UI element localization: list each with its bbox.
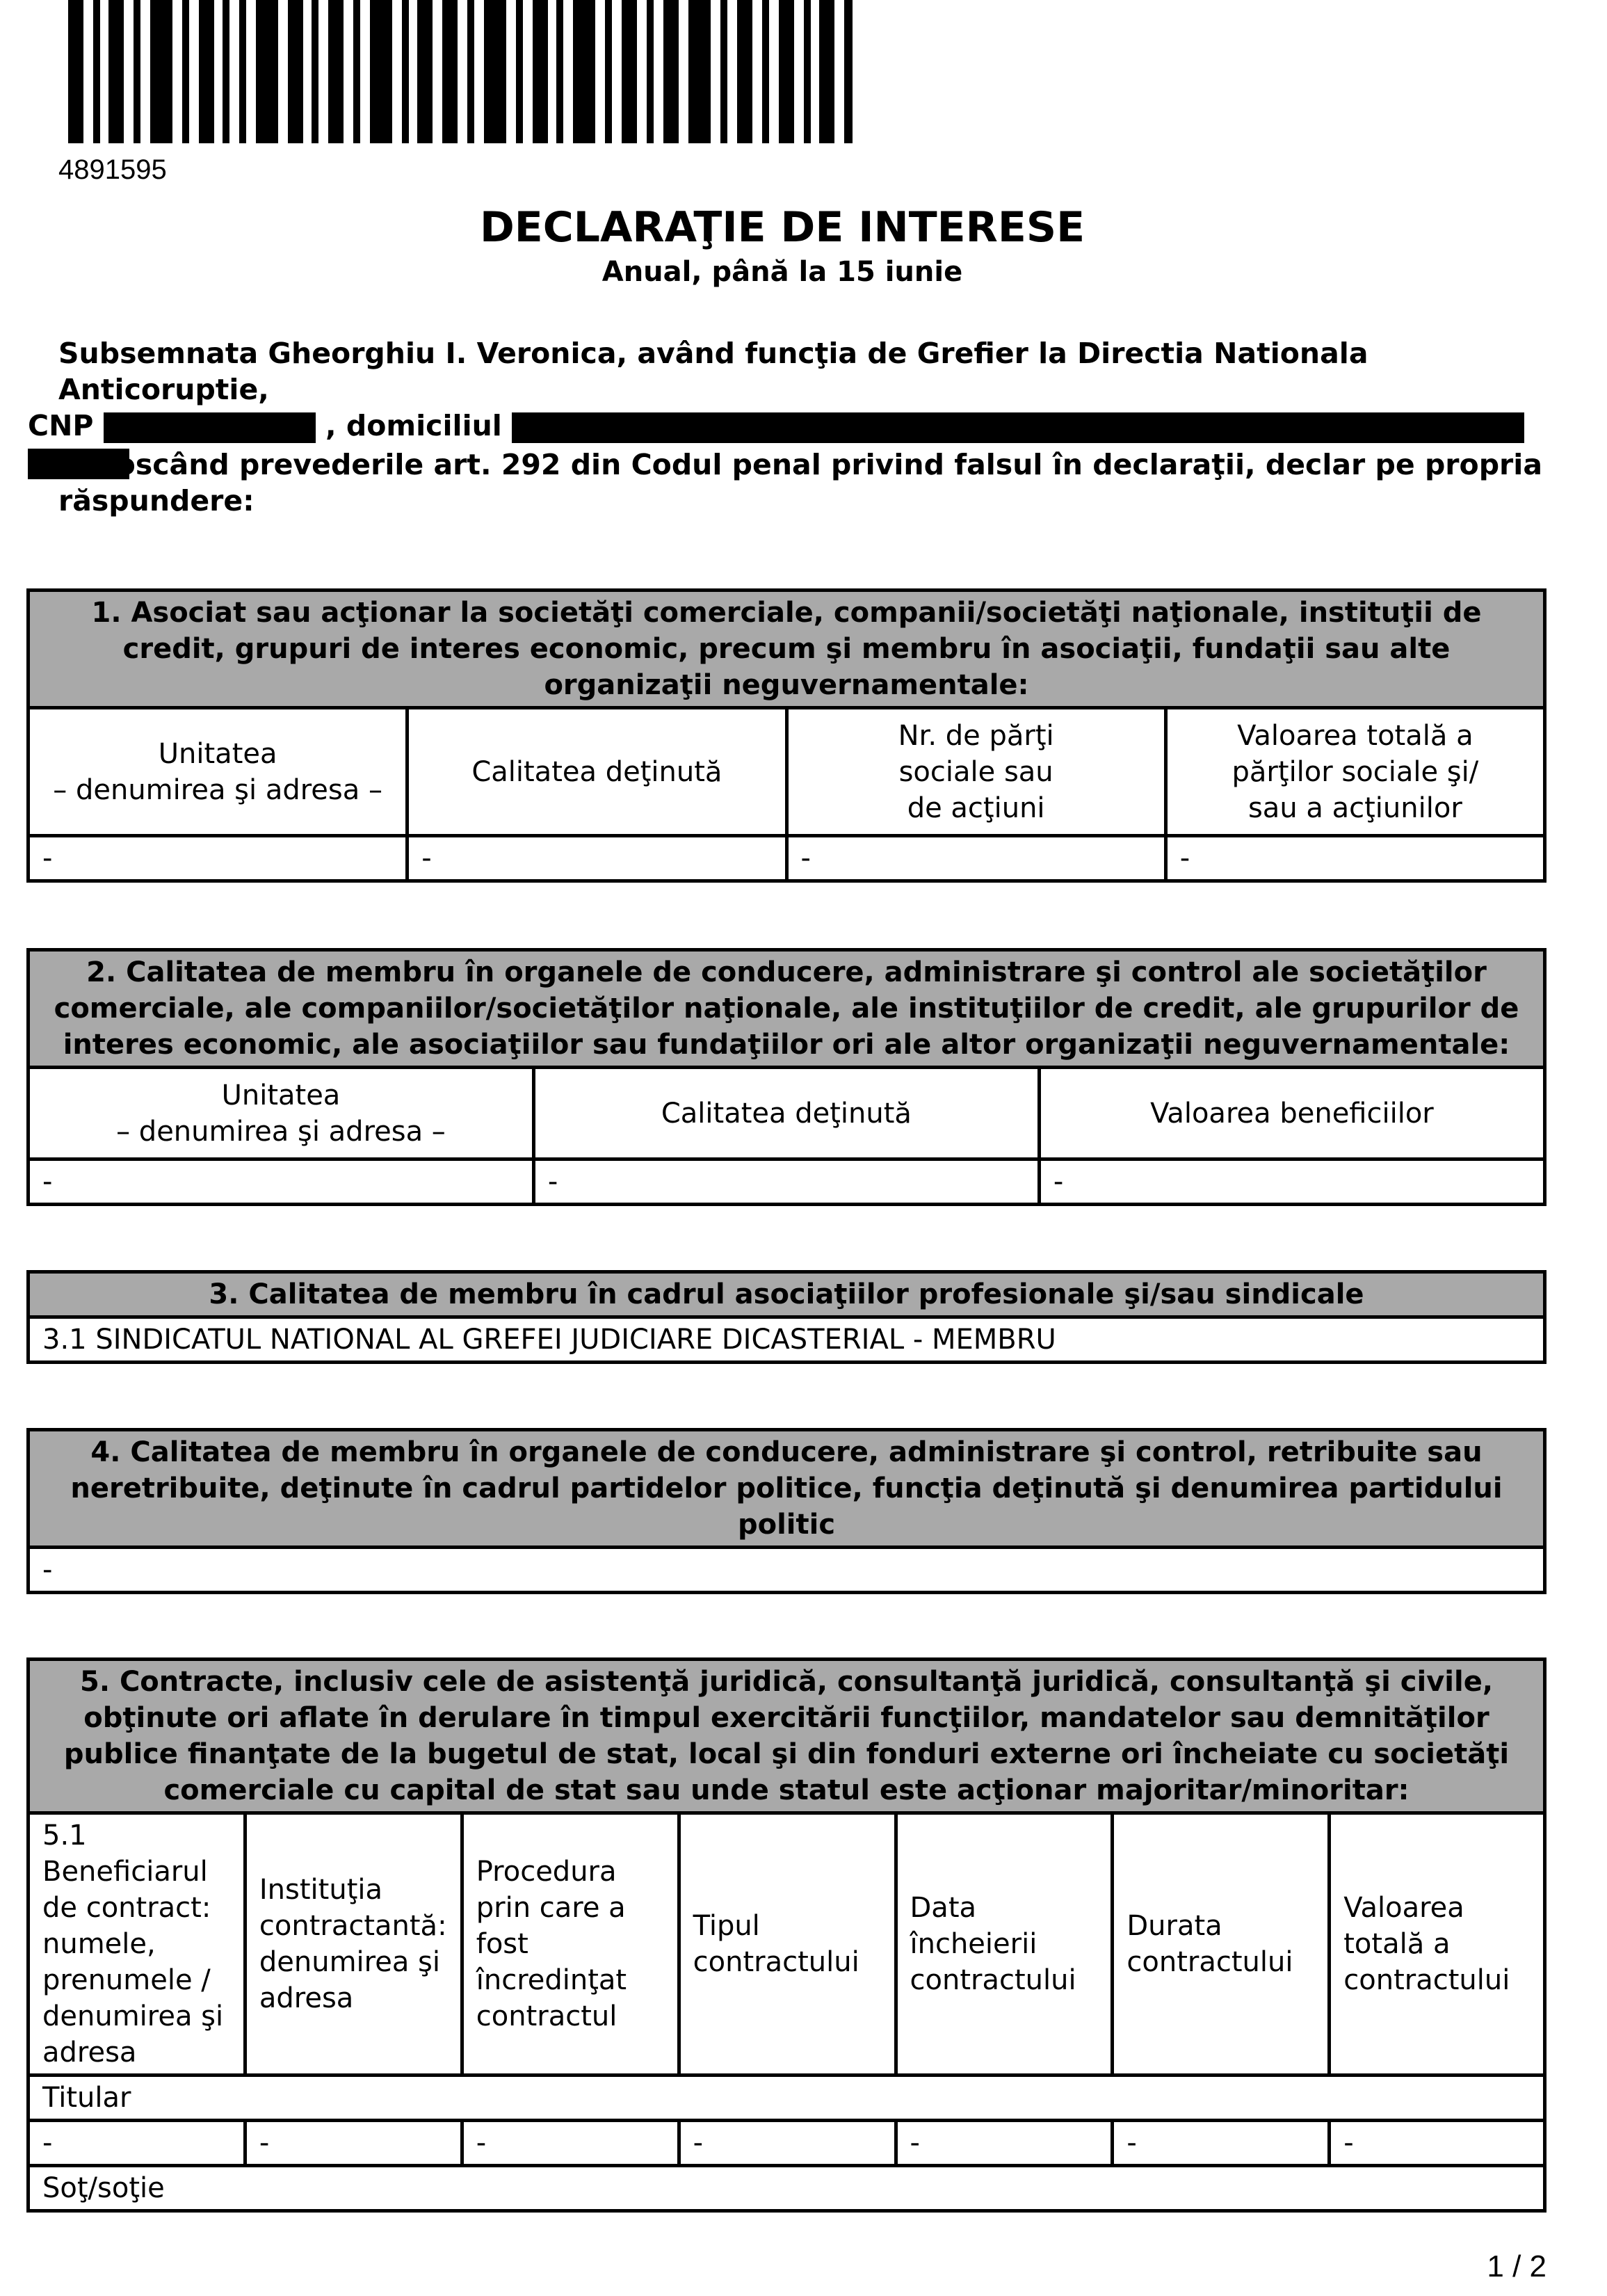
section-5-heading: 5. Contracte, inclusiv cele de asistenţă juridică, consultanţă juridică, consultanţă şi civile, obţinute ori aflate în derulare în timpul exercitării funcţiilor, mandatelor sau demnităţilor publice finanţate de la bugetul de stat, local şi din fonduri externe ori încheiate cu societăţi comerciale cu capital de stat sau unde statul este acţionar majoritar/minoritar: <box>29 1660 1545 1813</box>
document-title: DECLARAŢIE DE INTERESE <box>479 203 1085 252</box>
section-5-col-procedure: Procedura prin care a fost încredinţat contractul <box>462 1813 679 2076</box>
section-3-table <box>26 1270 1547 1364</box>
table-cell: - <box>786 836 1165 881</box>
table-cell: - <box>896 2121 1113 2166</box>
section-2-col-role: Calitatea deţinută <box>533 1068 1039 1159</box>
table-cell: - <box>1330 2121 1545 2166</box>
section-2-col-unit <box>29 1068 534 1159</box>
section-1-col-shares <box>786 708 1165 836</box>
section-5-col-duration: Durata contractului <box>1113 1813 1330 2076</box>
table-cell: - <box>29 1159 534 1205</box>
section-5-col-value: Valoarea totală a contractului <box>1330 1813 1545 2076</box>
barcode-number: 4891595 <box>58 154 167 185</box>
barcode <box>68 0 853 143</box>
legal-notice <box>28 447 1544 519</box>
section-5-col-type: Tipul contractului <box>679 1813 896 2076</box>
declarant-line: Subsemnata Gheorghiu I. Veronica, având funcţia de Grefier la Directia Nationala Anticoruptie, <box>58 337 1368 406</box>
section-3-heading: 3. Calitatea de membru în cadrul asociaţiilor profesionale şi/sau sindicale <box>29 1272 1545 1317</box>
table-row <box>29 1548 1545 1593</box>
col-unit-line1: Unitatea <box>221 1079 341 1111</box>
section-1-col-value <box>1165 708 1544 836</box>
cnp-domicile-line <box>28 408 1544 444</box>
spouse-label: Soţ/soţie <box>29 2166 1545 2211</box>
section-1-col-unit <box>29 708 407 836</box>
legal-notice-text: cunoscând prevederile art. 292 din Codul penal privind falsul în declaraţii, declar pe propria răspundere: <box>58 448 1542 517</box>
col-unit-line1: Unitatea <box>158 737 277 770</box>
titular-label: Titular <box>29 2076 1545 2121</box>
table-cell: - <box>29 836 407 881</box>
col-unit-line2: – denumirea şi adresa – <box>53 773 382 806</box>
section-5-table <box>26 1657 1547 2213</box>
table-row <box>29 836 1545 881</box>
table-row <box>29 1317 1545 1363</box>
section-3-entry: 3.1 SINDICATUL NATIONAL AL GREFEI JUDICIARE DICASTERIAL - MEMBRU <box>29 1317 1545 1363</box>
section-5-col-institution: Instituţia contractantă: denumirea şi adresa <box>245 1813 462 2076</box>
section-1-heading: 1. Asociat sau acţionar la societăţi comerciale, companii/societăţi naţionale, instituţii de credit, grupuri de interes economic, precum şi membru în asociaţii, fundaţii sau alte organizaţii neguvernamentale: <box>29 591 1545 708</box>
table-cell: - <box>245 2121 462 2166</box>
section-5-col-date: Data încheierii contractului <box>896 1813 1113 2076</box>
section-2-col-benefits: Valoarea beneficiilor <box>1039 1068 1544 1159</box>
redacted-cnp <box>104 412 316 443</box>
col-shares-line2: sociale sau <box>898 755 1053 788</box>
section-2-table <box>26 948 1547 1206</box>
document-subtitle: Anual, până la 15 iunie <box>601 256 963 288</box>
cnp-label: CNP <box>28 409 94 442</box>
domicile-label: , domiciliul <box>325 409 502 442</box>
table-cell: - <box>29 2121 245 2166</box>
section-1-col-role: Calitatea deţinută <box>407 708 786 836</box>
section-5-col-beneficiary: 5.1 Beneficiarul de contract: numele, prenumele / denumirea şi adresa <box>29 1813 245 2076</box>
section-4-entry: - <box>29 1548 1545 1593</box>
col-value-line1: Valoarea totală a <box>1237 719 1473 752</box>
table-row <box>29 1159 1545 1205</box>
col-shares-line1: Nr. de părţi <box>898 719 1054 752</box>
redacted-domicile <box>512 412 1524 443</box>
table-cell: - <box>462 2121 679 2166</box>
table-cell: - <box>1165 836 1544 881</box>
section-2-heading: 2. Calitatea de membru în organele de conducere, administrare şi control ale societăţilor comerciale, ale companiilor/societăţilor naţionale, ale instituţiilor de credit, ale grupurilor de interes economic, ale asociaţiilor sau fundaţiilor ori ale altor organizaţii neguvernamentale: <box>29 950 1545 1068</box>
table-cell: - <box>407 836 786 881</box>
table-cell: - <box>679 2121 896 2166</box>
table-row <box>29 2121 1545 2166</box>
table-cell: - <box>533 1159 1039 1205</box>
section-4-heading: 4. Calitatea de membru în organele de conducere, administrare şi control, retribuite sau neretribuite, deţinute în cadrul partidelor politice, funcţia deţinută şi denumirea partidului politic <box>29 1430 1545 1548</box>
col-shares-line3: de acţiuni <box>907 792 1045 824</box>
col-value-line2: părţilor sociale şi/ <box>1232 755 1479 788</box>
section-4-table <box>26 1428 1547 1594</box>
col-value-line3: sau a acţiunilor <box>1247 792 1462 824</box>
table-cell: - <box>1039 1159 1544 1205</box>
table-cell: - <box>1113 2121 1330 2166</box>
section-1-table <box>26 588 1547 883</box>
col-unit-line2: – denumirea şi adresa – <box>116 1115 446 1148</box>
page-number: 1 / 2 <box>1487 2249 1547 2283</box>
